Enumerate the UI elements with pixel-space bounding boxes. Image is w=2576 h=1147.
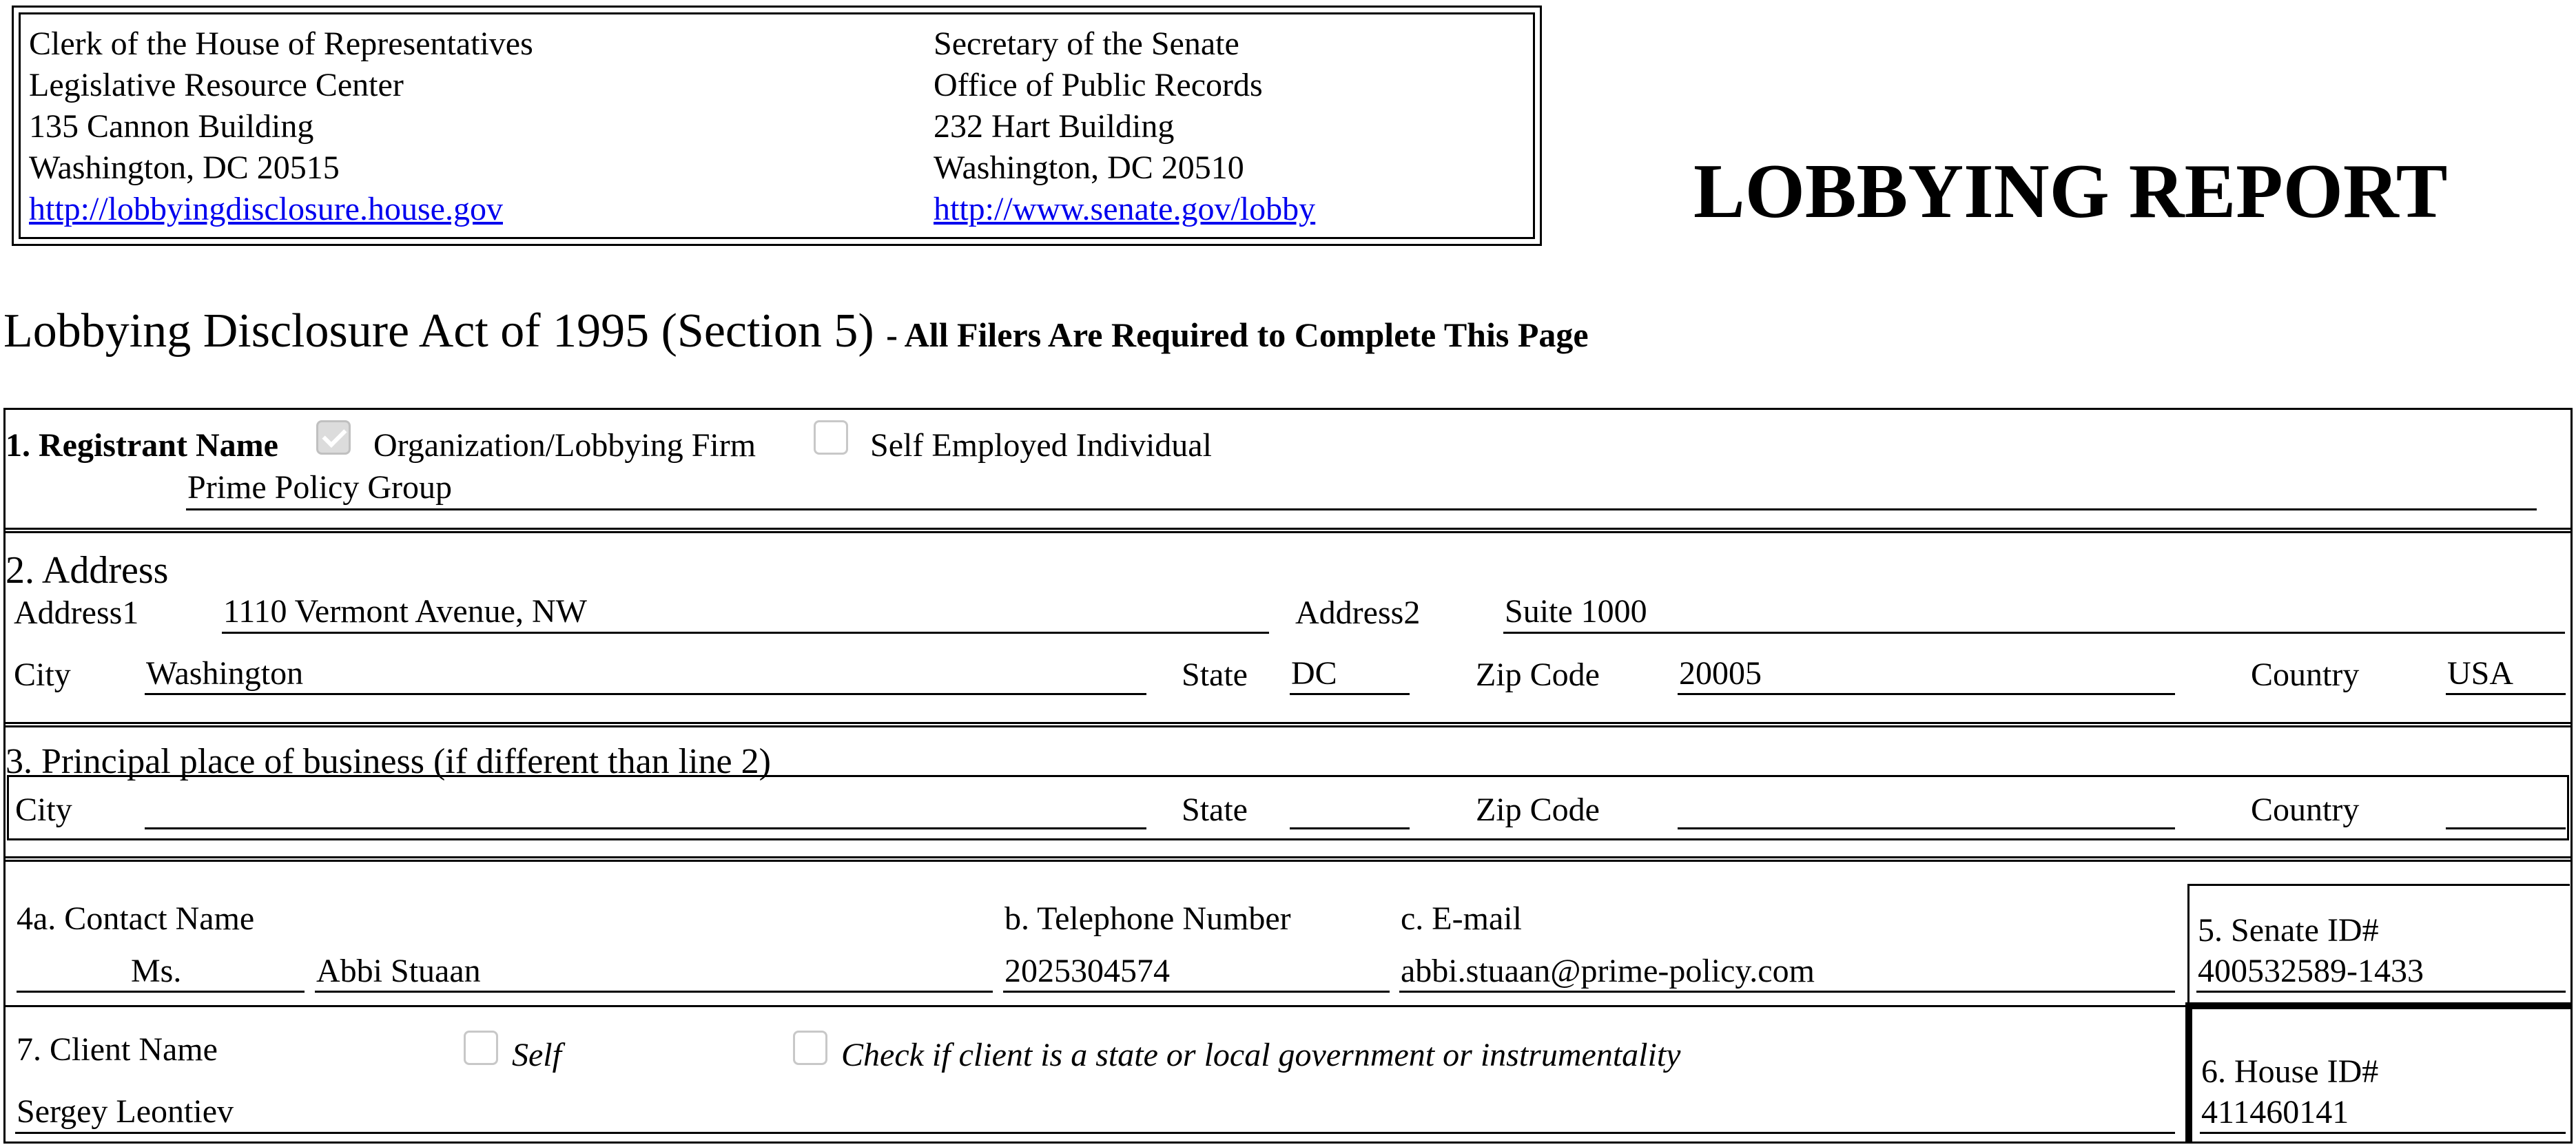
senate-id-field[interactable]: 400532589-1433 [2198,953,2424,989]
act-heading [3,304,1589,358]
country-label: Country [2251,657,2360,693]
org-checkbox[interactable] [316,420,351,455]
zip-field[interactable]: 20005 [1679,655,1762,692]
divider-4 [3,1005,2187,1007]
principal-zip-label: Zip Code [1476,792,1600,828]
registrant-label: 1. Registrant Name [6,427,278,464]
address2-label: Address2 [1295,595,1421,631]
phone-field[interactable]: 2025304574 [1004,953,1170,989]
client-self-checkbox[interactable] [464,1031,498,1065]
client-gov-label: Check if client is a state or local government or instrumentality [841,1037,1681,1073]
house-id-underline [2200,1132,2566,1134]
contact-prefix-underline [17,991,305,993]
client-name-field[interactable]: Sergey Leontiev [17,1093,234,1130]
senate-id-label: 5. Senate ID# [2198,912,2379,949]
senate-line2: Office of Public Records [934,67,1263,103]
house-id-field[interactable]: 411460141 [2201,1094,2349,1130]
principal-city-label: City [15,792,72,828]
principal-country-underline [2446,827,2566,829]
house-line1: Clerk of the House of Representatives [29,25,533,62]
address2-field[interactable]: Suite 1000 [1505,593,1647,630]
contact-name-underline [315,991,993,993]
client-name-label: 7. Client Name [17,1031,218,1068]
senate-id-underline [2196,991,2566,993]
principal-box [7,775,2569,840]
self-employed-checkbox[interactable] [814,420,848,455]
state-underline [1290,693,1410,695]
house-address-block [29,23,533,230]
registrant-name-underline [186,508,2537,510]
zip-underline [1678,693,2175,695]
state-field[interactable]: DC [1291,655,1337,692]
senate-line3: 232 Hart Building [934,108,1175,145]
email-underline [1399,991,2175,993]
house-link[interactable]: http://lobbyingdisclosure.house.gov [29,191,503,227]
contact-name-field[interactable]: Abbi Stuaan [316,953,481,989]
address1-field[interactable]: 1110 Vermont Avenue, NW [223,593,587,630]
principal-zip-underline [1678,827,2175,829]
act-subtitle: - All Filers Are Required to Complete This Page [886,316,1589,354]
house-line4: Washington, DC 20515 [29,149,340,186]
principal-country-label: Country [2251,792,2360,828]
house-line2: Legislative Resource Center [29,67,404,103]
client-name-underline [15,1132,2175,1134]
email-field[interactable]: abbi.stuaan@prime-policy.com [1401,953,1815,989]
org-option-label: Organization/Lobbying Firm [373,427,756,464]
city-label: City [14,657,71,693]
act-title: Lobbying Disclosure Act of 1995 (Section 5) [3,304,874,358]
address1-underline [222,632,1269,634]
contact-prefix-field[interactable]: Ms. [131,953,182,989]
principal-city-underline [145,827,1146,829]
city-field[interactable]: Washington [146,655,304,692]
house-line3: 135 Cannon Building [29,108,314,145]
senate-line1: Secretary of the Senate [934,25,1239,62]
house-id-label: 6. House ID# [2201,1053,2379,1090]
principal-state-label: State [1182,792,1248,828]
principal-heading: 3. Principal place of business (if different than line 2) [6,742,771,781]
senate-address-block [934,23,1315,230]
divider-2 [3,722,2573,727]
divider-1 [3,528,2573,533]
email-label: c. E-mail [1401,900,1522,937]
principal-state-underline [1290,827,1410,829]
address-heading: 2. Address [6,549,169,592]
registrant-name-field[interactable]: Prime Policy Group [187,469,452,506]
state-label: State [1182,657,1248,693]
client-self-label: Self [512,1037,561,1073]
country-underline [2446,693,2566,695]
city-underline [145,693,1146,695]
phone-label: b. Telephone Number [1004,900,1291,937]
senate-link[interactable]: http://www.senate.gov/lobby [934,191,1316,227]
self-employed-label: Self Employed Individual [870,427,1212,464]
divider-3 [3,856,2573,862]
zip-label: Zip Code [1476,657,1600,693]
senate-line4: Washington, DC 20510 [934,149,1244,186]
address1-label: Address1 [14,595,139,631]
page-title: LOBBYING REPORT [1693,149,2448,234]
client-gov-checkbox[interactable] [793,1031,827,1065]
contact-name-label: 4a. Contact Name [17,900,255,937]
phone-underline [1003,991,1390,993]
country-field[interactable]: USA [2447,655,2514,692]
address2-underline [1503,632,2565,634]
